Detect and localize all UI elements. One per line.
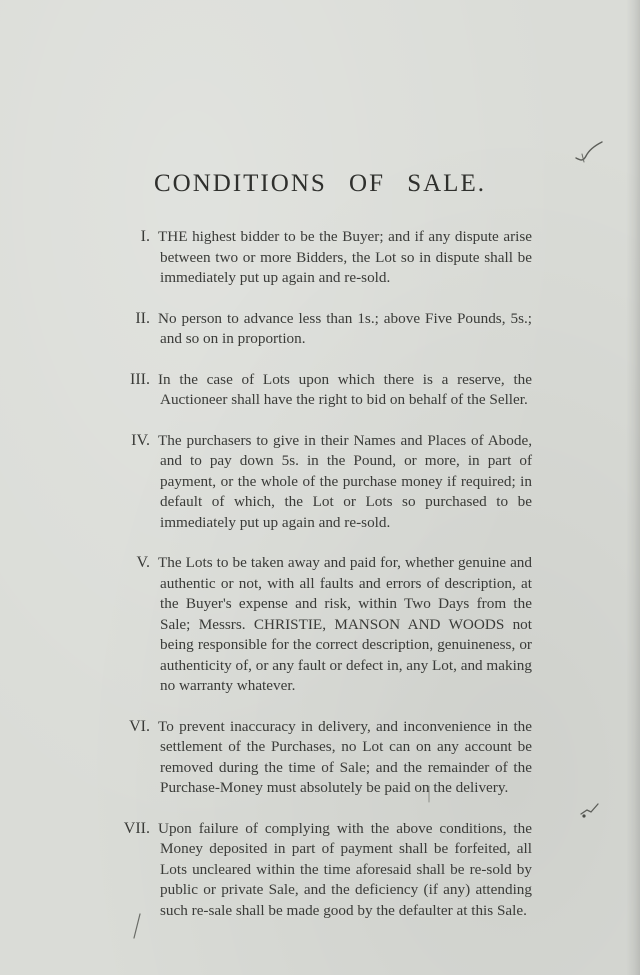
condition-text: To prevent inaccuracy in delivery, and inconvenience in the settlement of the Purchases, no Lot can on any account be removed during the time of Sale; and the remainder of the Purchase-Money must absolutely be paid on the delivery. <box>158 717 532 796</box>
condition-text: THE highest bidder to be the Buyer; and if any dispute arise between two or more Bidders, the Lot so in dispute shall be immediately put up again and re-sold. <box>158 228 532 286</box>
condition-item <box>0 227 640 289</box>
condition-text: In the case of Lots upon which there is a reserve, the Auctioneer shall have the right to bid on behalf of the Seller. <box>158 370 532 408</box>
condition-item <box>0 431 640 534</box>
condition-text: The Lots to be taken away and paid for, whether genuine and authentic or not, with all faults and errors of description, at the Buyer's expense and risk, within Two Days from the Sale; Messrs. CHRISTIE, MANSON AND WOODS not being responsible for the correct description, genuineness, or authenticity of, or any fault or defect in, any Lot, and making no warranty whatever. <box>158 554 532 694</box>
condition-numeral: V. <box>136 554 150 571</box>
condition-text: Upon failure of complying with the above conditions, the Money deposited in part of payment shall be forfeited, all Lots uncleared within the time aforesaid shall be re-sold by public or private Sale, and the deficiency (if any) attending such re-sale shall be made good by the defaulter at this Sale. <box>158 819 532 919</box>
condition-numeral: IV. <box>131 431 150 449</box>
condition-numeral: III. <box>130 370 150 388</box>
pencil-mark-icon <box>574 140 604 166</box>
condition-item <box>0 553 640 697</box>
condition-item <box>0 717 640 799</box>
condition-text: No person to advance less than 1s.; above Five Pounds, 5s.; and so on in proportion. <box>158 309 532 347</box>
condition-text: The purchasers to give in their Names and Places of Abode, and to pay down 5s. in the Pound, or more, in part of payment, or the whole of the purchase money if required; in default of which, the Lot or Lots so purchased to be immediately put up again and re-sold. <box>158 431 532 531</box>
condition-item <box>0 309 640 350</box>
conditions-list <box>0 227 640 941</box>
condition-numeral: II. <box>135 309 150 327</box>
condition-numeral: VII. <box>123 819 150 837</box>
condition-numeral: I. <box>140 228 150 245</box>
page-title: CONDITIONS OF SALE. <box>154 170 486 197</box>
condition-item <box>0 370 640 411</box>
condition-item <box>0 819 640 922</box>
condition-numeral: VI. <box>129 717 150 735</box>
